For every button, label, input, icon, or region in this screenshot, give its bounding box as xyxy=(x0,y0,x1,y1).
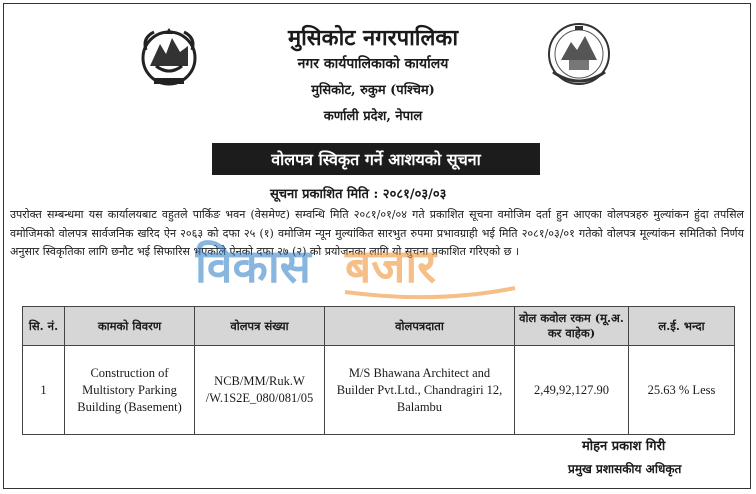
cell-bidder: M/S Bhawana Architect and Builder Pvt.Ltd., Chandragiri 12, Balambu xyxy=(325,346,515,435)
svg-text:बजार: बजार xyxy=(345,239,437,293)
municipality-title: मुसिकोट नगरपालिका xyxy=(287,25,459,51)
office-name: नगर कार्यपालिकाको कार्यालय xyxy=(297,56,449,72)
col-header-bid-number: वोलपत्र संख्या xyxy=(195,307,325,346)
office-address: मुसिकोट, रुकुम (पश्चिम) xyxy=(311,83,435,98)
municipality-logo-icon xyxy=(545,20,613,88)
notice-banner: वोलपत्र स्विकृत गर्ने आशयको सूचना xyxy=(212,143,540,175)
col-header-description: कामको विवरण xyxy=(65,307,195,346)
cell-below-estimate: 25.63 % Less xyxy=(629,346,735,435)
nepal-emblem-icon xyxy=(136,22,202,88)
col-header-bidder: वोलपत्रदाता xyxy=(325,307,515,346)
cell-description: Construction of Multistory Parking Building (Basement) xyxy=(65,346,195,435)
notice-body: उपरोक्त सम्बन्धमा यस कार्यालयबाट वहुतले पार्किङ भवन (वेसमेण्ट) सम्वन्धि मिति २०८१/०१/०४ गते प्रकाशित सूचना वमोजिम दर्ता हुन आएका वोलपत्रहरु मुल्यांकन हुंदा तपसिल वमोजिमको वोलपत्र सार्वजनिक खरिद ऐन २०६३ को दफा २५ (१) वमोजिम न्यून मुल्यांकित सारभुत रुपमा प्रभावग्राही भई मिति २०८१/०३/०१ गतेको वोलपत्र मूल्यांकन समितिको निर्णय अनुसार स्विकृतिका लागि छनौट भई सिफारिस भएकोले ऐनको दफा २७ (२) को प्रयोजनका लागि यो सुचना प्रकाशित गरिएको छ । xyxy=(10,208,744,258)
col-header-sn: सि. नं. xyxy=(23,307,65,346)
cell-bid-number: NCB/MM/Ruk.W /W.1S2E_080/081/05 xyxy=(195,346,325,435)
cell-bid-amount: 2,49,92,127.90 xyxy=(515,346,629,435)
col-header-below-estimate: ल.ई. भन्दा xyxy=(629,307,735,346)
table-row xyxy=(23,346,735,435)
signatory-designation: प्रमुख प्रशासकीय अधिकृत xyxy=(568,462,682,476)
province-name: कर्णाली प्रदेश, नेपाल xyxy=(323,109,423,124)
table-header-row xyxy=(23,307,735,346)
svg-text:विकास: विकास xyxy=(195,239,311,293)
tender-table xyxy=(22,306,735,435)
cell-sn: 1 xyxy=(23,346,65,435)
col-header-bid-amount: वोल कवोल रकम (मू.अ. कर वाहेक) xyxy=(515,307,629,346)
published-date: सूचना प्रकाशित मिति : २०८१/०३/०३ xyxy=(270,187,447,202)
signatory-name: मोहन प्रकाश गिरी xyxy=(582,439,666,454)
